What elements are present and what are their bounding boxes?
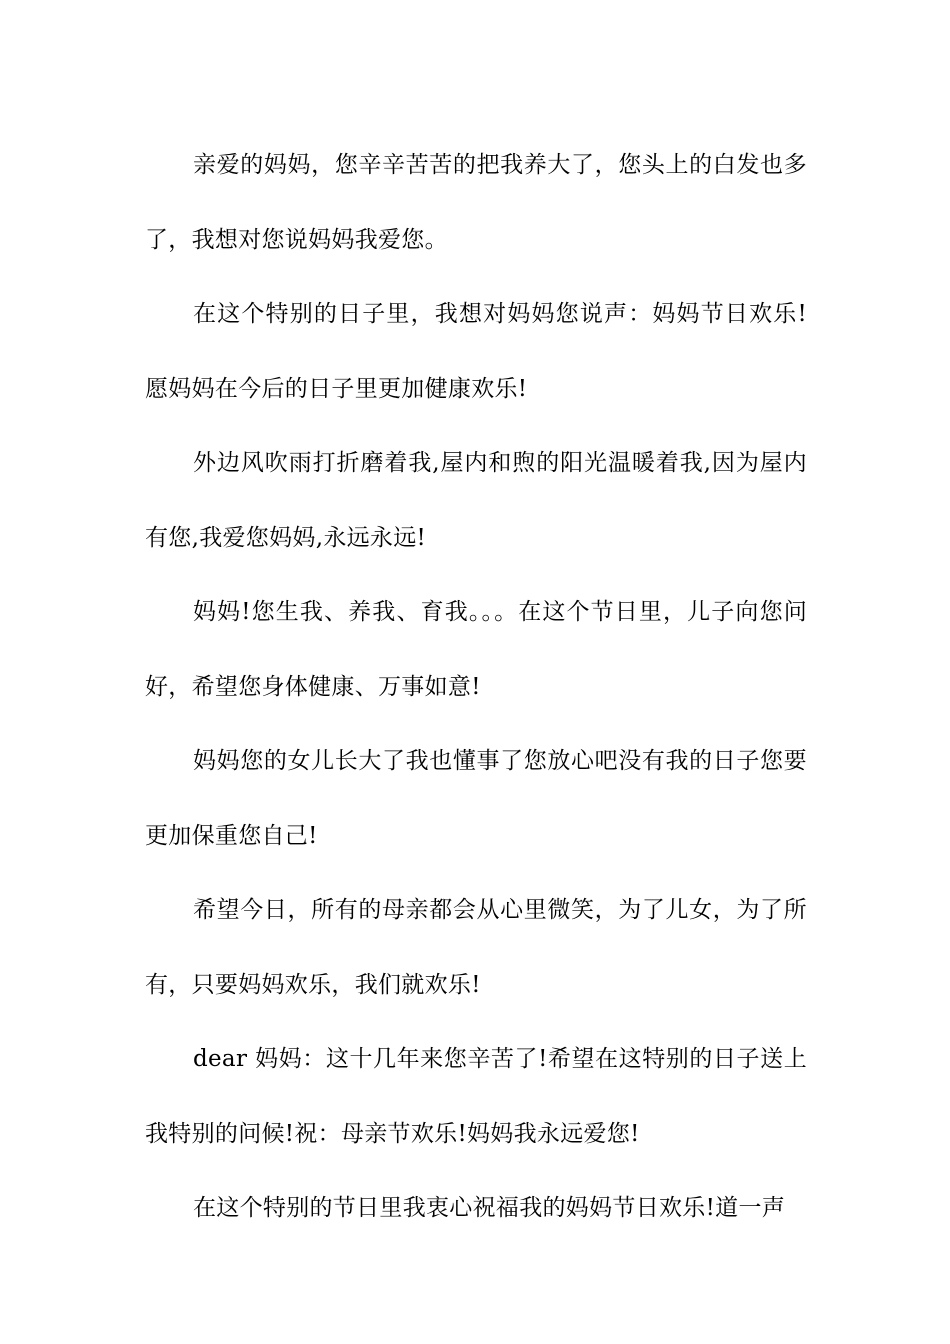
paragraph-1: 亲爱的妈妈，您辛辛苦苦的把我养大了，您头上的白发也多了，我想对您说妈妈我爱您。: [145, 152, 807, 253]
paragraph-5: 妈妈您的女儿长大了我也懂事了您放心吧没有我的日子您要更加保重您自己!: [145, 748, 807, 849]
paragraph-6: 希望今日，所有的母亲都会从心里微笑，为了儿女，为了所有，只要妈妈欢乐，我们就欢乐!: [145, 897, 807, 998]
paragraph-3: 外边风吹雨打折磨着我,屋内和煦的阳光温暖着我,因为屋内有您,我爱您妈妈,永远永远!: [145, 450, 807, 551]
paragraph-4: 妈妈!您生我、养我、育我。。。在这个节日里，儿子向您问好，希望您身体健康、万事如意!: [145, 599, 807, 700]
paragraph-8: 在这个特别的节日里我衷心祝福我的妈妈节日欢乐!道一声: [193, 1195, 786, 1221]
document-body: [145, 128, 807, 1246]
paragraph-2: 在这个特别的日子里，我想对妈妈您说声：妈妈节日欢乐!愿妈妈在今后的日子里更加健康欢乐!: [145, 301, 807, 402]
paragraph-7: dear 妈妈：这十几年来您辛苦了!希望在这特别的日子送上我特别的问候!祝：母亲节欢乐!妈妈我永远爱您!: [145, 1046, 807, 1147]
